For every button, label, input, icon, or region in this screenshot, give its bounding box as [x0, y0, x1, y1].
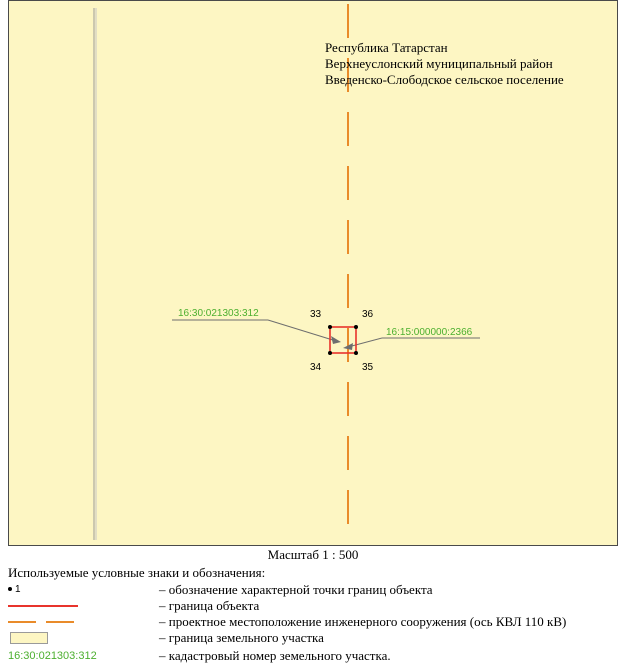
point-dot-icon — [8, 587, 12, 591]
scale-caption: Масштаб 1 : 500 — [267, 547, 359, 562]
point-35-marker — [354, 351, 358, 355]
region-line-2: Верхнеуслонский муниципальный район — [325, 56, 553, 71]
point-34-label: 34 — [310, 362, 322, 373]
legend-desc-parcel: – граница земельного участка — [159, 630, 324, 645]
legend-item-point — [0, 582, 626, 598]
cadastral-label-right: 16:15:000000:2366 — [386, 327, 473, 338]
region-line-1: Республика Татарстан — [325, 40, 448, 55]
legend-desc-engineering: – проектное местоположение инженерного сооружения (ось КВЛ 110 кВ) — [159, 614, 567, 629]
red-line-symbol — [8, 598, 80, 614]
legend-item-cadastral — [0, 648, 626, 664]
legend-item-engineering — [0, 614, 626, 630]
point-symbol-label: 1 — [15, 584, 21, 595]
orange-dash-symbol — [8, 614, 80, 630]
parcel-box-icon — [10, 632, 48, 644]
point-35-label: 35 — [362, 362, 374, 373]
point-36-label: 36 — [362, 309, 374, 320]
legend-desc-boundary: – граница объекта — [159, 598, 260, 613]
red-line-icon — [8, 605, 78, 607]
orange-dash-icon — [8, 621, 36, 623]
legend-desc-point: – обозначение характерной точки границ объекта — [159, 582, 433, 597]
point-33-marker — [328, 325, 332, 329]
region-line-3: Введенско-Слободское сельское поселение — [325, 72, 564, 87]
legend-item-boundary — [0, 598, 626, 614]
cadastral-text-symbol: 16:30:021303:312 — [8, 650, 97, 662]
cadastral-label-left: 16:30:021303:312 — [178, 308, 259, 319]
parcel-symbol — [8, 630, 80, 646]
point-symbol — [8, 582, 80, 598]
point-36-marker — [354, 325, 358, 329]
point-33-label: 33 — [310, 309, 322, 320]
legend-desc-cadastral: – кадастровый номер земельного участка. — [159, 648, 391, 663]
orange-dash-icon-2 — [46, 621, 74, 623]
legend-title: Используемые условные знаки и обозначения: — [8, 565, 266, 580]
point-34-marker — [328, 351, 332, 355]
legend-item-parcel — [0, 630, 626, 646]
